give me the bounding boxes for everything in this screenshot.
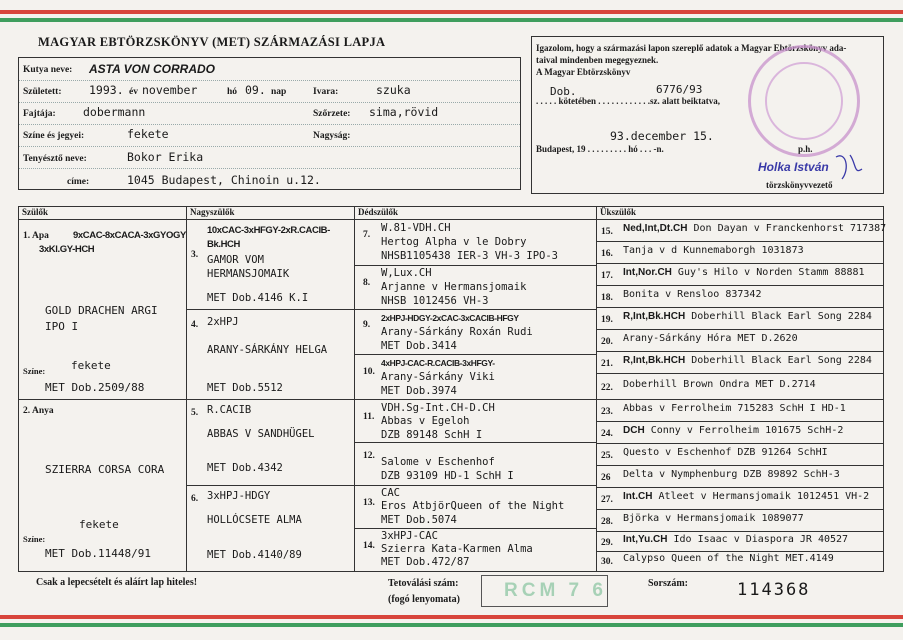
- ancestor-title: Int,Nor.CH: [623, 267, 672, 278]
- ggp-name: Arany-Sárkány Viki: [381, 371, 495, 383]
- ancestor-row: [597, 466, 883, 488]
- tattoo-label: Tetoválási szám:: [388, 578, 459, 589]
- ancestor-num: 20.: [601, 337, 613, 347]
- born-label: Született:: [23, 87, 62, 97]
- header-ancestors: Ükszülők: [597, 207, 883, 220]
- parents-column: [19, 207, 187, 571]
- authenticity-notice: Csak a lepecsételt és aláírt lap hiteles!: [36, 577, 198, 588]
- grandparent-titles: 10xCAC-3xHFGY-2xR.CACIB-: [207, 225, 330, 236]
- breeder-address: 1045 Budapest, Chinoin u.12.: [127, 173, 321, 187]
- ancestor-row: [597, 242, 883, 264]
- ancestor-num: 19.: [601, 315, 613, 325]
- born-month: november: [142, 83, 198, 97]
- cert-line-3: A Magyar Ebtörzskönyv: [536, 67, 631, 77]
- great-grandparent-11: [355, 400, 596, 443]
- ancestor-title: DCH: [623, 425, 645, 436]
- signer-title: törzskönyvvezető: [766, 180, 833, 190]
- official-stamp: [748, 45, 860, 157]
- ggp-num: 11.: [363, 412, 375, 422]
- grandparent-reg: MET Dob.4140/89: [207, 549, 302, 561]
- top-green-stripe: [0, 18, 903, 22]
- ggp-reg: DZB 93109 HD-1 SchH I: [381, 470, 514, 482]
- ancestor-num: 26: [601, 473, 611, 483]
- color-label: Színe és jegyei:: [23, 131, 85, 141]
- cert-date: 93.december 15.: [610, 129, 714, 143]
- ggp-num: 7.: [363, 230, 371, 240]
- father-titles-2: 3xKl.GY-HCH: [39, 244, 95, 255]
- grandparent-num: 4.: [191, 320, 199, 330]
- cert-date-line: Budapest, 19 . . . . . . . . . hó . . . -n.: [536, 144, 664, 154]
- ancestor-row: [597, 400, 883, 422]
- ancestor-name: Questo v Eschenhof DZB 91264 SchHI: [623, 447, 828, 458]
- ggp-name: Abbas v Egeloh: [381, 415, 470, 427]
- mother-color-label: Színe:: [23, 534, 46, 544]
- coat-label: Szőrzete:: [313, 109, 351, 119]
- serial-label: Sorszám:: [648, 578, 688, 589]
- ancestor-name: Calypso Queen of the Night MET.4149: [623, 553, 834, 564]
- ancestors-column: [597, 207, 887, 571]
- grandparent-6: [187, 486, 354, 571]
- mother-num: 2. Anya: [23, 406, 54, 416]
- ancestor-num: 18.: [601, 293, 613, 303]
- ggp-reg: DZB 89148 SchH I: [381, 429, 483, 441]
- father-cell: [19, 220, 186, 400]
- ancestor-list: [597, 220, 887, 571]
- ancestor-num: 23.: [601, 407, 613, 417]
- cert-volume: 6776/93: [656, 83, 703, 96]
- ancestor-row: [597, 286, 883, 308]
- ancestor-num: 22.: [601, 383, 613, 393]
- grandparent-num: 5.: [191, 408, 199, 418]
- ggp-num: 10.: [363, 367, 375, 377]
- ancestor-num: 30.: [601, 557, 613, 567]
- breeder-name: Bokor Erika: [127, 150, 204, 164]
- mother-reg: MET Dob.11448/91: [45, 547, 151, 560]
- ggp-name: Salome v Eschenhof: [381, 456, 495, 468]
- cert-kotet-line: . . . . . kötetében . . . . . . . . . . . .sz. alatt beiktatva,: [536, 96, 720, 106]
- ancestor-name: Tanja v d Kunnemaborgh 1031873: [623, 245, 804, 256]
- ancestor-row: [597, 374, 883, 400]
- header-parents: Szülők: [19, 207, 186, 220]
- grandparent-name: GAMOR VOM: [207, 254, 264, 266]
- ancestor-row: [597, 444, 883, 466]
- ggp-reg: MET Dob.472/87: [381, 556, 470, 568]
- grandparent-titles: R.CACIB: [207, 404, 252, 416]
- born-row: [19, 80, 520, 103]
- ancestor-row: [597, 422, 883, 444]
- tattoo-value: RCM 7 6: [504, 580, 607, 601]
- grandparents-column: [187, 207, 355, 571]
- ancestor-row: [597, 330, 883, 352]
- tattoo-imprint: [481, 575, 608, 607]
- ancestor-name: Guy's Hilo v Norden Stamm 88881: [677, 267, 865, 278]
- breed-row: [19, 102, 520, 125]
- ancestor-title: Int,Yu.CH: [623, 534, 668, 545]
- ancestor-row: [597, 488, 883, 510]
- document-title: MAGYAR EBTÖRZSKÖNYV (MET) SZÁRMAZÁSI LAPJA: [38, 35, 386, 49]
- ggp-num: 13.: [363, 498, 375, 508]
- great-grandparents-column: [355, 207, 597, 571]
- ancestor-title: R,Int,Bk.HCH: [623, 311, 686, 322]
- grandparent-name: ARANY-SÁRKÁNY HELGA: [207, 344, 328, 356]
- color-row: [19, 124, 520, 147]
- great-grandparent-10: [355, 355, 596, 400]
- ggp-reg: NHSB1105438 IER-3 VH-3 IPO-3: [381, 250, 559, 262]
- grandparent-name: HOLLÓCSETE ALMA: [207, 514, 302, 526]
- signature-flourish: [832, 149, 868, 185]
- ho-label: hó: [227, 87, 238, 97]
- ancestor-num: 15.: [601, 227, 613, 237]
- sex-label: Ivara:: [313, 87, 339, 97]
- ancestor-row: [597, 308, 883, 330]
- ancestor-name: Arany-Sárkány Hóra MET D.2620: [623, 333, 798, 344]
- father-color-label: Színe:: [23, 366, 46, 376]
- ggp-titles: CAC: [381, 487, 400, 499]
- ancestor-title: Int.CH: [623, 491, 653, 502]
- ancestor-row: [597, 352, 883, 374]
- ggp-titles: 3xHPJ-CAC: [381, 530, 438, 542]
- serial-number: 114368: [737, 580, 811, 600]
- grandparent-titles-2: Bk.HCH: [207, 239, 240, 250]
- born-day: 09.: [245, 83, 266, 97]
- ancestor-row: [597, 552, 883, 571]
- breed-label: Fajtája:: [23, 109, 56, 119]
- breeder-label: Tenyésztő neve:: [23, 154, 87, 164]
- ggp-name: Arjanne v Hermansjomaik: [381, 281, 527, 293]
- dog-color: fekete: [127, 127, 169, 141]
- grandparent-4: [187, 310, 354, 400]
- ancestor-name: Bonita v Rensloo 837342: [623, 289, 762, 300]
- header-great-grandparents: Dédszülők: [355, 207, 596, 220]
- born-year: 1993.: [89, 83, 124, 97]
- great-grandparent-9: [355, 310, 596, 355]
- father-reg: MET Dob.2509/88: [45, 381, 145, 394]
- ggp-titles: 2xHPJ-HDGY-2xCAC-3xCACIB-HFGY: [381, 313, 519, 323]
- ggp-num: 14.: [363, 541, 375, 551]
- signature: Holka István: [758, 160, 829, 174]
- bottom-red-stripe: [0, 615, 903, 619]
- ggp-reg: MET Dob.5074: [381, 514, 457, 526]
- ggp-name: Hertog Alpha v le Dobry: [381, 236, 527, 248]
- ancestor-name: Don Dayan v Franckenhorst 717387: [693, 223, 887, 234]
- ggp-titles: 4xHPJ-CAC-R.CACIB-3xHFGY-: [381, 358, 495, 368]
- cert-ph: p.h.: [798, 144, 813, 154]
- ancestor-name: Conny v Ferrolheim 101675 SchH-2: [650, 425, 844, 436]
- header-grandparents: Nagyszülők: [187, 207, 354, 220]
- cert-line-2: taival mindenben megegyeznek.: [536, 55, 659, 65]
- tattoo-sublabel: (fogó lenyomata): [388, 594, 460, 605]
- ancestor-num: 27.: [601, 495, 613, 505]
- bottom-green-stripe: [0, 623, 903, 627]
- ancestor-num: 16.: [601, 249, 613, 259]
- ancestor-name: Björka v Hermansjomaik 1089077: [623, 513, 804, 524]
- grandparent-reg: MET Dob.5512: [207, 382, 283, 394]
- ancestor-num: 24.: [601, 429, 613, 439]
- ggp-titles: VDH.Sg-Int.CH-D.CH: [381, 402, 495, 414]
- ancestor-row: [597, 510, 883, 532]
- dog-breed: dobermann: [83, 105, 146, 119]
- name-row: [19, 58, 520, 81]
- dog-info-box: [18, 57, 521, 190]
- grandparent-name-2: HERMANSJOMAIK: [207, 268, 290, 280]
- ancestor-num: 17.: [601, 271, 613, 281]
- ggp-name: Eros AtbjörQueen of the Night: [381, 500, 565, 512]
- ggp-name: Arany-Sárkány Roxán Rudi: [381, 326, 533, 338]
- great-grandparent-12: [355, 443, 596, 486]
- address-label: címe:: [67, 177, 90, 187]
- ancestor-title: Ned,Int,Dt.CH: [623, 223, 688, 234]
- great-grandparent-7: [355, 220, 596, 266]
- ancestor-num: 25.: [601, 451, 613, 461]
- size-label: Nagyság:: [313, 131, 351, 141]
- ancestor-name: Doberhill Black Earl Song 2284: [691, 311, 872, 322]
- great-grandparent-8: [355, 266, 596, 310]
- ancestor-name: Atleet v Hermansjomaik 1012451 VH-2: [658, 491, 870, 502]
- great-grandparent-14: [355, 529, 596, 571]
- ggp-reg: NHSB 1012456 VH-3: [381, 295, 489, 307]
- ancestor-row: [597, 532, 883, 552]
- father-name-2: IPO I: [45, 320, 79, 333]
- ancestor-num: 29.: [601, 538, 613, 548]
- address-row: [19, 168, 520, 190]
- mother-color: fekete: [79, 518, 119, 531]
- breeder-row: [19, 146, 520, 169]
- ancestor-name: Delta v Nymphenburg DZB 89892 SchH-3: [623, 469, 840, 480]
- name-label: Kutya neve:: [23, 65, 73, 75]
- ancestor-name: Doberhill Black Earl Song 2284: [691, 355, 872, 366]
- father-color: fekete: [71, 359, 111, 372]
- top-red-stripe: [0, 10, 903, 14]
- ggp-num: 9.: [363, 320, 371, 330]
- ggp-num: 12.: [363, 451, 375, 461]
- ancestor-name: Abbas v Ferrolheim 715283 SchH I HD-1: [623, 403, 846, 414]
- ggp-num: 8.: [363, 278, 371, 288]
- ggp-titles: W,Lux.CH: [381, 267, 432, 279]
- ancestor-num: 21.: [601, 359, 613, 369]
- ggp-reg: MET Dob.3414: [381, 340, 457, 352]
- father-titles-1: 9xCAC-8xCACA-3xGYOGY: [73, 230, 186, 241]
- cert-dob: Dob.: [550, 85, 577, 98]
- grandparent-name: ABBAS V SANDHÜGEL: [207, 428, 315, 440]
- grandparent-num: 3.: [191, 250, 199, 260]
- ancestor-num: 28.: [601, 517, 613, 527]
- grandparent-num: 6.: [191, 494, 199, 504]
- mother-cell: [19, 400, 186, 571]
- pedigree-table: [18, 206, 887, 572]
- ev-label: év: [129, 87, 138, 97]
- grandparent-titles: 2xHPJ: [207, 316, 239, 328]
- dog-name: ASTA VON CORRADO: [89, 62, 215, 76]
- ancestor-title: R,Int,Bk.HCH: [623, 355, 686, 366]
- dog-coat: sima,rövid: [369, 105, 439, 119]
- ancestor-name: Ido Isaac v Diaspora JR 40527: [673, 534, 849, 545]
- father-name-1: GOLD DRACHEN ARGI: [45, 304, 158, 317]
- nap-label: nap: [271, 87, 287, 97]
- grandparent-reg: MET Dob.4146 K.I: [207, 292, 309, 304]
- grandparent-titles: 3xHPJ-HDGY: [207, 490, 271, 502]
- ancestor-name: Doberhill Brown Ondra MET D.2714: [623, 379, 816, 390]
- ggp-titles: W.81-VDH.CH: [381, 222, 451, 234]
- cert-line-1: Igazolom, hogy a származási lapon szereplő adatok a Magyar Ebtörzskönyv ada-: [536, 43, 847, 53]
- grandparent-3: [187, 220, 354, 310]
- grandparent-reg: MET Dob.4342: [207, 462, 283, 474]
- ggp-reg: MET Dob.3974: [381, 385, 457, 397]
- father-num: 1. Apa: [23, 231, 49, 241]
- ggp-name: Szierra Kata-Karmen Alma: [381, 543, 533, 555]
- dog-sex: szuka: [376, 83, 411, 97]
- mother-name: SZIERRA CORSA CORA: [45, 463, 165, 476]
- ancestor-row: [597, 220, 887, 242]
- grandparent-5: [187, 400, 354, 486]
- ancestor-row: [597, 264, 883, 286]
- great-grandparent-13: [355, 486, 596, 529]
